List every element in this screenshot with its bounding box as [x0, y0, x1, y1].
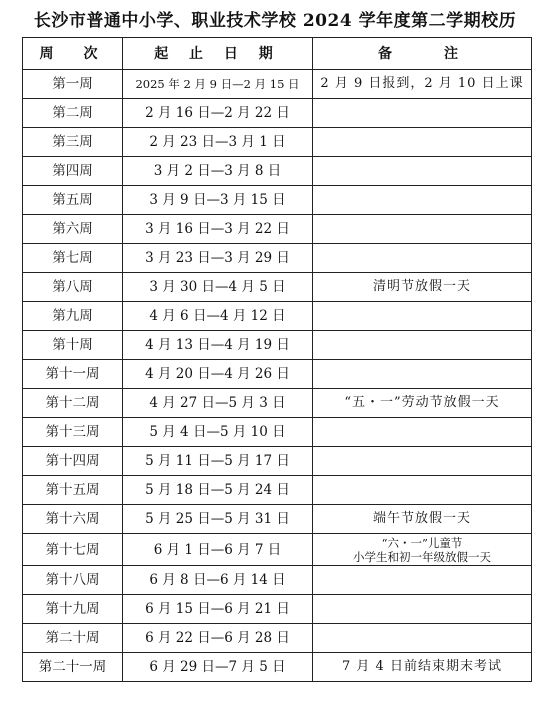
- table-header-row: [23, 38, 532, 70]
- note-cell: “五・一”劳动节放假一天: [313, 389, 532, 418]
- week-cell: 第二周: [23, 99, 123, 128]
- note-cell: [313, 418, 532, 447]
- week-cell: 第二十周: [23, 624, 123, 653]
- table-row: [23, 360, 532, 389]
- header-notes: 备 注: [313, 38, 532, 70]
- dates-cell: 5 月 11 日—5 月 17 日: [123, 447, 313, 476]
- dates-cell: 4 月 20 日—4 月 26 日: [123, 360, 313, 389]
- week-cell: 第十四周: [23, 447, 123, 476]
- table-row: [23, 273, 532, 302]
- week-cell: 第二十一周: [23, 653, 123, 682]
- table-row: [23, 653, 532, 682]
- school-calendar-table: [22, 37, 532, 682]
- week-cell: 第十五周: [23, 476, 123, 505]
- dates-cell: 5 月 25 日—5 月 31 日: [123, 505, 313, 534]
- table-row: [23, 244, 532, 273]
- dates-cell: 3 月 23 日—3 月 29 日: [123, 244, 313, 273]
- dates-cell: 6 月 1 日—6 月 7 日: [123, 534, 313, 566]
- dates-cell: 6 月 22 日—6 月 28 日: [123, 624, 313, 653]
- week-cell: 第十一周: [23, 360, 123, 389]
- note-cell: [313, 624, 532, 653]
- header-week: 周 次: [23, 38, 123, 70]
- table-row: [23, 99, 532, 128]
- table-row: [23, 302, 532, 331]
- note-cell: [313, 99, 532, 128]
- page-title: 长沙市普通中小学、职业技术学校 2024 学年度第二学期校历: [33, 11, 517, 31]
- note-cell: [313, 186, 532, 215]
- week-cell: 第十周: [23, 331, 123, 360]
- dates-cell: 3 月 16 日—3 月 22 日: [123, 215, 313, 244]
- header-dates: 起 止 日 期: [123, 38, 313, 70]
- week-cell: 第六周: [23, 215, 123, 244]
- dates-cell: 2 月 23 日—3 月 1 日: [123, 128, 313, 157]
- table-row: [23, 476, 532, 505]
- table-row: [23, 215, 532, 244]
- note-cell: [313, 215, 532, 244]
- dates-cell: 2025 年 2 月 9 日—2 月 15 日: [123, 70, 313, 99]
- note-cell: [313, 331, 532, 360]
- note-cell: [313, 595, 532, 624]
- week-cell: 第十七周: [23, 534, 123, 566]
- note-cell: 端午节放假一天: [313, 505, 532, 534]
- note-cell: 清明节放假一天: [313, 273, 532, 302]
- week-cell: 第十六周: [23, 505, 123, 534]
- table-row: [23, 418, 532, 447]
- dates-cell: 3 月 9 日—3 月 15 日: [123, 186, 313, 215]
- note-cell: [313, 244, 532, 273]
- week-cell: 第十九周: [23, 595, 123, 624]
- week-cell: 第三周: [23, 128, 123, 157]
- dates-cell: 3 月 30 日—4 月 5 日: [123, 273, 313, 302]
- note-cell: [313, 157, 532, 186]
- table-row: [23, 566, 532, 595]
- note-line-2: 小学生和初一年级放假一天: [353, 549, 491, 564]
- table-row: [23, 595, 532, 624]
- week-cell: 第四周: [23, 157, 123, 186]
- note-line-1: “六・一”儿童节: [381, 535, 463, 550]
- dates-cell: 6 月 15 日—6 月 21 日: [123, 595, 313, 624]
- week-cell: 第七周: [23, 244, 123, 273]
- note-cell: [313, 302, 532, 331]
- week-cell: 第十二周: [23, 389, 123, 418]
- table-row: [23, 186, 532, 215]
- table-row: [23, 624, 532, 653]
- table-row: [23, 505, 532, 534]
- week-cell: 第九周: [23, 302, 123, 331]
- week-cell: 第十三周: [23, 418, 123, 447]
- note-cell: 7 月 4 日前结束期末考试: [313, 653, 532, 682]
- table-row: [23, 534, 532, 566]
- dates-cell: 2 月 16 日—2 月 22 日: [123, 99, 313, 128]
- dates-cell: 6 月 29 日—7 月 5 日: [123, 653, 313, 682]
- table-row: [23, 128, 532, 157]
- note-cell: [313, 447, 532, 476]
- note-cell: [313, 534, 532, 566]
- week-cell: 第十八周: [23, 566, 123, 595]
- table-row: [23, 389, 532, 418]
- week-cell: 第一周: [23, 70, 123, 99]
- dates-cell: 4 月 6 日—4 月 12 日: [123, 302, 313, 331]
- note-cell: [313, 128, 532, 157]
- table-row: [23, 70, 532, 99]
- dates-cell: 4 月 13 日—4 月 19 日: [123, 331, 313, 360]
- table-row: [23, 331, 532, 360]
- dates-cell: 6 月 8 日—6 月 14 日: [123, 566, 313, 595]
- dates-cell: 5 月 4 日—5 月 10 日: [123, 418, 313, 447]
- dates-cell: 4 月 27 日—5 月 3 日: [123, 389, 313, 418]
- dates-cell: 3 月 2 日—3 月 8 日: [123, 157, 313, 186]
- note-cell: 2 月 9 日报到，2 月 10 日上课: [313, 70, 532, 99]
- dates-cell: 5 月 18 日—5 月 24 日: [123, 476, 313, 505]
- note-cell: [313, 360, 532, 389]
- table-row: [23, 157, 532, 186]
- week-cell: 第五周: [23, 186, 123, 215]
- note-cell: [313, 476, 532, 505]
- table-row: [23, 447, 532, 476]
- note-cell: [313, 566, 532, 595]
- week-cell: 第八周: [23, 273, 123, 302]
